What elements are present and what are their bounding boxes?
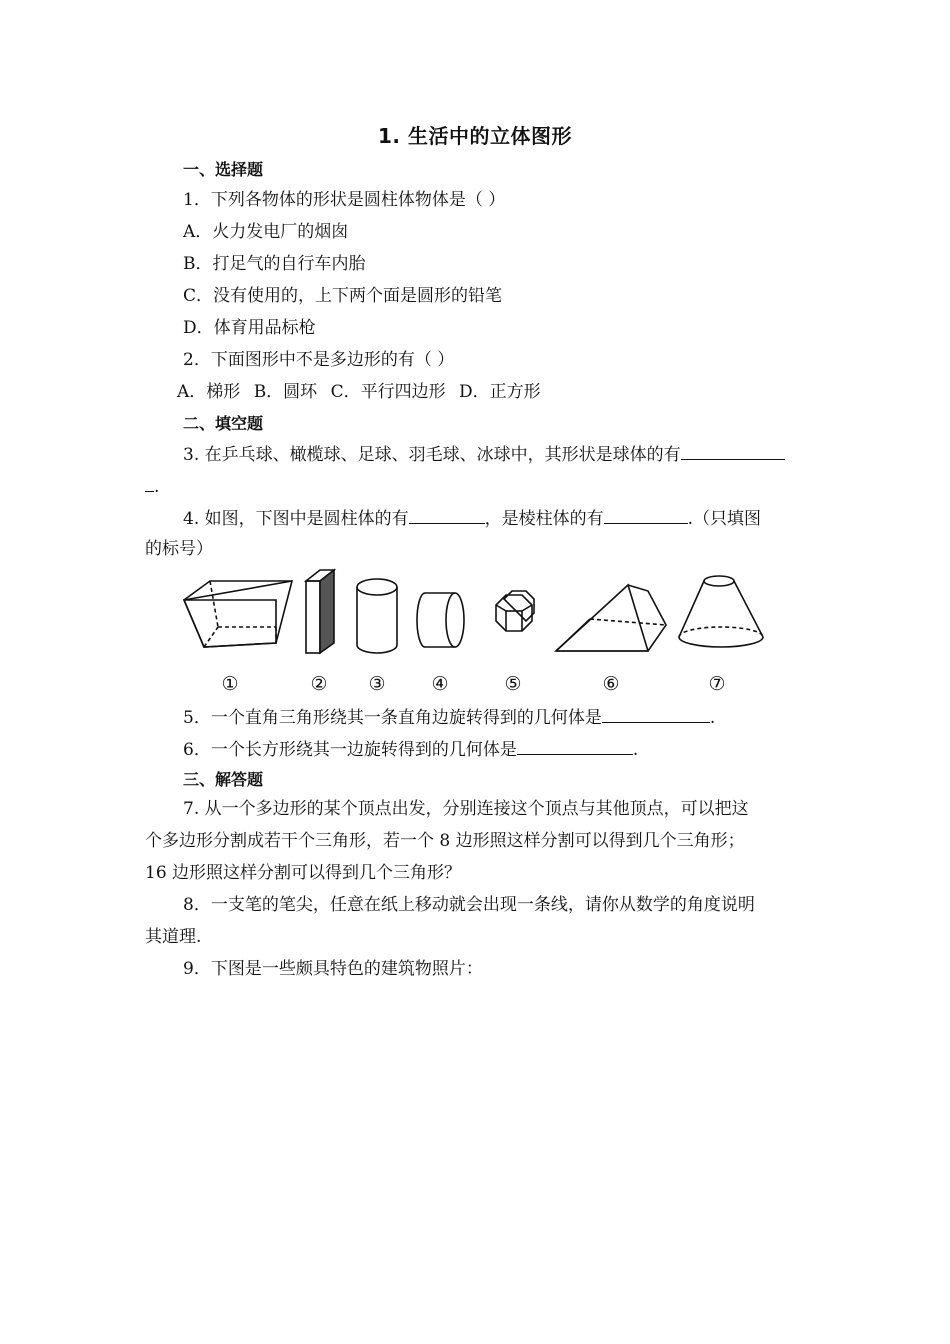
- question-2-option-c: C．平行四边形: [330, 382, 446, 402]
- question-3-text: 3. 在乒乓球、橄榄球、足球、羽毛球、冰球中，其形状是球体的有: [183, 445, 681, 465]
- solid-4-lying-cylinder: [417, 593, 464, 647]
- question-2-option-b: B．圆环: [253, 382, 318, 402]
- question-5-tail: .: [709, 708, 716, 728]
- figure-label-5: ⑤: [504, 673, 522, 695]
- solid-3-cylinder: [357, 579, 397, 653]
- question-5: [183, 700, 810, 734]
- solids-figure: [170, 565, 780, 700]
- question-9: 9．下图是一些颇具特色的建筑物照片：: [183, 959, 483, 979]
- question-3-line-1: [183, 437, 810, 471]
- page-title: 1. 生活中的立体图形: [378, 124, 572, 148]
- section-heading-choice: 一、选择题: [183, 160, 264, 179]
- question-7-line-2: 个多边形分割成若干个三角形，若一个 8 边形照这样分割可以得到几个三角形；: [145, 831, 745, 851]
- question-8-line-1: 8．一支笔的笔尖，任意在纸上移动就会出现一条线，请你从数学的角度说明: [183, 895, 755, 915]
- question-7-line-3: 16 边形照这样分割可以得到几个三角形？: [145, 863, 462, 883]
- question-7-line-1: 7. 从一个多边形的某个顶点出发，分别连接这个顶点与其他顶点，可以把这: [183, 799, 749, 819]
- question-4-part-2: ，是棱柱体的有: [484, 509, 604, 529]
- question-4-part-1: 4. 如图，下图中是圆柱体的有: [183, 509, 409, 529]
- question-1-option-d: D．体育用品标枪: [183, 318, 316, 338]
- answer-blank-prism[interactable]: [604, 501, 688, 524]
- answer-blank-cylinder[interactable]: [409, 501, 485, 524]
- question-5-text: 5．一个直角三角形绕其一条直角边旋转得到的几何体是: [183, 708, 602, 728]
- figure-label-7: ⑦: [708, 673, 726, 695]
- section-heading-fill: 二、填空题: [183, 414, 264, 433]
- figure-label-1: ①: [221, 673, 239, 695]
- section-heading-answer: 三、解答题: [183, 770, 264, 789]
- question-4-part-3: .（只填图: [687, 509, 762, 529]
- question-2-option-a: A．梯形: [177, 382, 241, 402]
- question-4-line-2: 的标号）: [145, 539, 213, 559]
- figure-label-2: ②: [310, 673, 328, 695]
- answer-blank[interactable]: [145, 469, 154, 492]
- solid-7-frustum-cone: [679, 576, 763, 647]
- question-6: [183, 732, 810, 766]
- question-6-tail: .: [632, 740, 639, 760]
- question-6-text: 6．一个长方形绕其一边旋转得到的几何体是: [183, 740, 517, 760]
- question-8-line-2: 其道理.: [145, 927, 202, 947]
- question-1-option-b: B．打足气的自行车内胎: [183, 254, 366, 274]
- figure-label-3: ③: [368, 673, 386, 695]
- question-4-line-1: [183, 501, 810, 535]
- answer-blank[interactable]: [602, 700, 710, 723]
- question-1-stem: 1．下列各物体的形状是圆柱体物体是（ ）: [183, 190, 506, 210]
- question-2-stem: 2．下面图形中不是多边形的有（ ）: [183, 350, 455, 370]
- question-1-option-c: C．没有使用的，上下两个面是圆形的铅笔: [183, 286, 503, 306]
- figure-label-6: ⑥: [602, 673, 620, 695]
- question-3-tail: .: [154, 477, 160, 497]
- question-3-line-2: [145, 469, 810, 503]
- answer-blank[interactable]: [681, 437, 785, 460]
- solid-1-truncated-pyramid: [184, 581, 292, 647]
- solid-6-triangular-prism: [556, 585, 666, 651]
- question-1-option-a: A．火力发电厂的烟囱: [183, 222, 349, 242]
- figure-label-4: ④: [431, 673, 449, 695]
- question-2-options: [177, 376, 842, 408]
- answer-blank[interactable]: [517, 732, 633, 755]
- solid-5-hexagonal-prism: [496, 591, 534, 631]
- solid-2-cuboid: [306, 570, 334, 653]
- question-2-option-d: D．正方形: [459, 382, 541, 402]
